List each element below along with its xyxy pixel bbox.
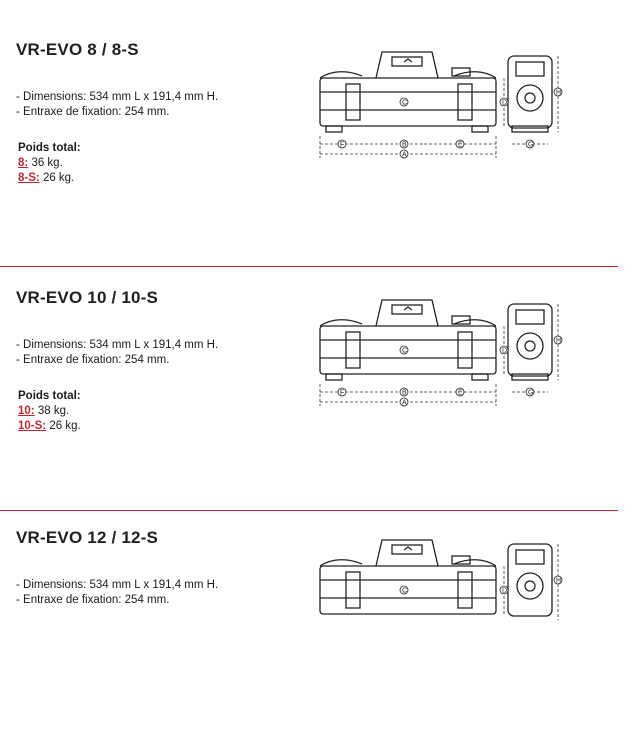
weight-label: 8:	[18, 157, 29, 169]
marker-d: D	[502, 347, 508, 355]
weight-label: 8-S:	[18, 172, 40, 184]
marker-d: D	[502, 99, 508, 107]
product-title: VR-EVO 12 / 12-S	[16, 528, 159, 547]
marker-f: F	[340, 141, 345, 149]
marker-h: H	[556, 89, 562, 97]
weight-label: 10:	[18, 405, 35, 417]
weight-value: 26 kg.	[42, 172, 75, 184]
weight-value: 38 kg.	[37, 405, 70, 417]
weight-label: 10-S:	[18, 420, 47, 432]
marker-c: C	[402, 99, 408, 107]
marker-h: H	[556, 577, 562, 585]
product-specs	[16, 338, 218, 368]
mounting-text: - Entraxe de fixation: 254 mm.	[16, 106, 170, 118]
mounting-text: - Entraxe de fixation: 254 mm.	[16, 354, 170, 366]
marker-e: E	[458, 389, 463, 397]
product-specs	[16, 578, 218, 608]
weight-row	[18, 156, 81, 171]
weight-heading: Poids total:	[18, 142, 81, 154]
marker-e: E	[458, 141, 463, 149]
marker-d: D	[502, 587, 508, 595]
marker-h: H	[556, 337, 562, 345]
marker-c: C	[402, 587, 408, 595]
product-title: VR-EVO 8 / 8-S	[16, 40, 139, 59]
marker-a: A	[402, 151, 407, 159]
product-section-vr-evo-8	[0, 0, 640, 250]
weight-row	[18, 404, 81, 419]
marker-b: B	[402, 389, 407, 397]
weight-value: 26 kg.	[49, 420, 81, 432]
winch-dimension-drawing	[312, 40, 572, 170]
marker-b: B	[402, 141, 407, 149]
mounting-text: - Entraxe de fixation: 254 mm.	[16, 594, 170, 606]
product-specs	[16, 90, 218, 120]
weight-block	[18, 141, 81, 186]
marker-g: G	[528, 141, 534, 149]
weight-block	[18, 389, 81, 434]
weight-row	[18, 171, 81, 186]
product-section-vr-evo-12	[0, 488, 640, 738]
weight-row	[18, 419, 81, 434]
product-title: VR-EVO 10 / 10-S	[16, 288, 159, 307]
dimensions-text: - Dimensions: 534 mm L x 191,4 mm H.	[16, 339, 219, 351]
marker-f: F	[340, 389, 345, 397]
winch-dimension-drawing	[312, 288, 572, 418]
product-section-vr-evo-10	[0, 248, 640, 498]
marker-g: G	[528, 389, 534, 397]
winch-dimension-drawing	[312, 528, 572, 640]
weight-value: 36 kg.	[31, 157, 63, 169]
marker-a: A	[402, 399, 407, 407]
dimensions-text: - Dimensions: 534 mm L x 191,4 mm H.	[16, 91, 219, 103]
marker-c: C	[402, 347, 408, 355]
weight-heading: Poids total:	[18, 390, 81, 402]
dimensions-text: - Dimensions: 534 mm L x 191,4 mm H.	[16, 579, 219, 591]
